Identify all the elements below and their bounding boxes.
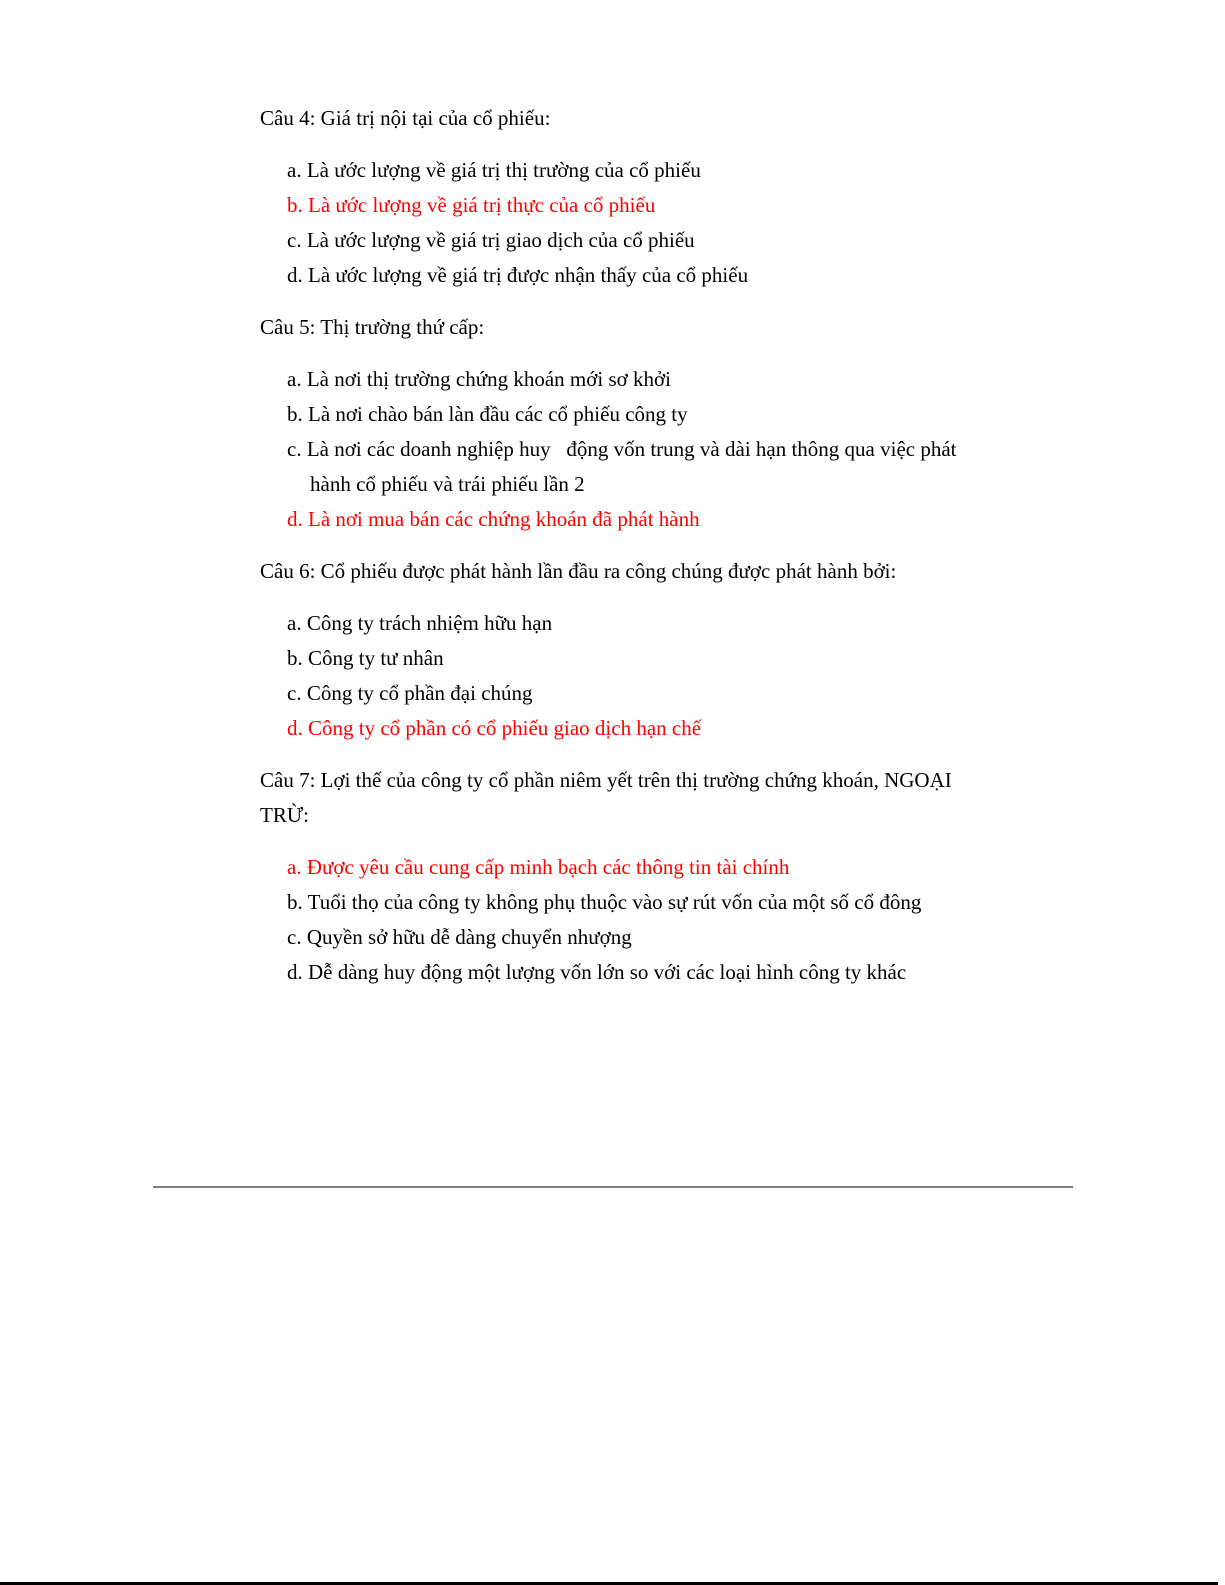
question-6-title — [260, 554, 1145, 589]
question-7 — [260, 763, 1145, 990]
question-7-option-b — [287, 885, 1145, 920]
option-text: d. Dễ dàng huy động một lượng vốn lớn so với các loại hình công ty khác — [287, 960, 907, 984]
question-4-options — [287, 153, 1145, 293]
quiz-content — [260, 101, 1145, 1007]
option-text: c. Là nơi các doanh nghiệp huy động vốn trung và dài hạn thông qua việc phát — [287, 437, 957, 461]
question-7-option-d — [287, 955, 1145, 990]
question-5-option-b — [287, 397, 1145, 432]
option-text: d. Là ước lượng về giá trị được nhận thấy của cổ phiếu — [287, 263, 749, 287]
question-7-title — [260, 763, 1145, 833]
question-title-line: Câu 5: Thị trường thứ cấp: — [260, 315, 485, 339]
question-5-title — [260, 310, 1145, 345]
question-6-option-a — [287, 606, 1145, 641]
question-7-option-c — [287, 920, 1145, 955]
question-6-option-b — [287, 641, 1145, 676]
question-4-option-c — [287, 223, 1145, 258]
question-5 — [260, 310, 1145, 537]
option-text: b. Là nơi chào bán làn đầu các cổ phiếu công ty — [287, 402, 688, 426]
question-4-option-d — [287, 258, 1145, 293]
question-4-option-a — [287, 153, 1145, 188]
option-text-continuation: hành cổ phiếu và trái phiếu lần 2 — [310, 472, 585, 496]
option-text: a. Được yêu cầu cung cấp minh bạch các thông tin tài chính — [287, 855, 790, 879]
question-5-options — [287, 362, 1145, 537]
question-title-line: Câu 4: Giá trị nội tại của cổ phiếu: — [260, 106, 551, 130]
option-text: b. Công ty tư nhân — [287, 646, 444, 670]
question-6 — [260, 554, 1145, 746]
question-title-line-2: TRỪ: — [260, 803, 309, 827]
question-5-option-d — [287, 502, 1145, 537]
question-5-option-a — [287, 362, 1145, 397]
option-text: c. Là ước lượng về giá trị giao dịch của cổ phiếu — [287, 228, 695, 252]
question-4 — [260, 101, 1145, 293]
option-text: c. Quyền sở hữu dễ dàng chuyển nhượng — [287, 925, 632, 949]
option-text: b. Tuổi thọ của công ty không phụ thuộc vào sự rút vốn của một số cổ đông — [287, 890, 922, 914]
question-6-option-d — [287, 711, 1145, 746]
question-4-option-b — [287, 188, 1145, 223]
question-title-line: Câu 6: Cổ phiếu được phát hành lần đầu ra công chúng được phát hành bởi: — [260, 559, 897, 583]
option-text: d. Công ty cổ phần có cổ phiếu giao dịch hạn chế — [287, 716, 702, 740]
question-title-line: Câu 7: Lợi thế của công ty cổ phần niêm yết trên thị trường chứng khoán, NGOẠI — [260, 768, 952, 792]
option-text: a. Là nơi thị trường chứng khoán mới sơ khởi — [287, 367, 671, 391]
question-6-options — [287, 606, 1145, 746]
question-7-option-a — [287, 850, 1145, 885]
option-text: a. Là ước lượng về giá trị thị trường của cổ phiếu — [287, 158, 701, 182]
option-text: d. Là nơi mua bán các chứng khoán đã phát hành — [287, 507, 700, 531]
option-text: b. Là ước lượng về giá trị thực của cổ phiếu — [287, 193, 656, 217]
question-4-title — [260, 101, 1145, 136]
question-6-option-c — [287, 676, 1145, 711]
option-text: c. Công ty cổ phần đại chúng — [287, 681, 533, 705]
question-5-option-c — [287, 432, 1145, 502]
question-7-options — [287, 850, 1145, 990]
option-text: a. Công ty trách nhiệm hữu hạn — [287, 611, 553, 635]
horizontal-divider — [153, 1186, 1073, 1188]
